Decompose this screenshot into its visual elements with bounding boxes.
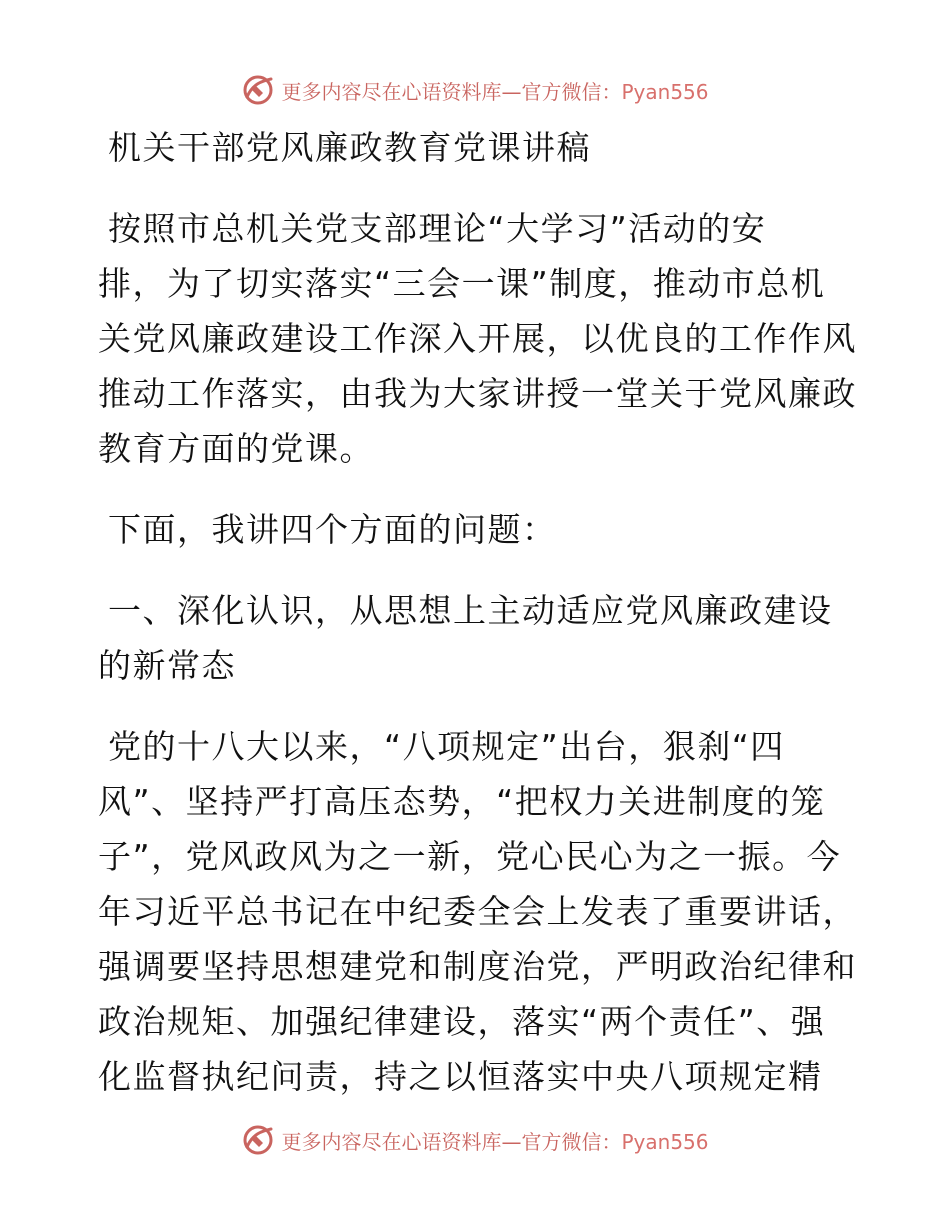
watermark-wechat-id: Pyan556	[621, 79, 709, 104]
paragraph-line: 按照市总机关党支部理论“大学习”活动的安	[108, 209, 767, 248]
red-pen-swoosh-logo-icon	[241, 73, 275, 107]
document-title: 机关干部党风廉政教育党课讲稿	[108, 128, 591, 167]
paragraph-line: 一、深化认识，从思想上主动适应党风廉政建设	[108, 591, 833, 630]
paragraph-line: 强调要坚持思想建党和制度治党，严明政治纪律和	[98, 947, 857, 986]
paragraph-line: 子”，党风政风为之一新，党心民心为之一振。今	[98, 837, 842, 876]
paragraph-line: 政治规矩、加强纪律建设，落实“两个责任”、强	[98, 1002, 826, 1041]
header-watermark	[0, 70, 950, 110]
paragraph-line: 下面，我讲四个方面的问题：	[108, 510, 557, 549]
paragraph-line: 风”、坚持严打高压态势，“把权力关进制度的笼	[98, 782, 826, 821]
watermark-text: 更多内容尽在心语资料库—官方微信：Pyan556	[281, 1129, 709, 1154]
document-body	[98, 120, 857, 1104]
watermark-wechat-id: Pyan556	[621, 1129, 709, 1154]
paragraph-line: 党的十八大以来，“八项规定”出台，狠刹“四	[108, 727, 785, 766]
footer-watermark	[0, 1120, 950, 1160]
paragraph-outline	[98, 502, 850, 557]
red-pen-swoosh-logo-icon	[241, 1123, 275, 1157]
paragraph-line: 排，为了切实落实“三会一课”制度，推动市总机	[98, 264, 826, 303]
paragraph-line: 年习近平总书记在中纪委全会上发表了重要讲话，	[98, 892, 857, 931]
section-heading-one	[98, 583, 850, 693]
paragraph-section-one-body	[98, 719, 857, 1104]
paragraph-line: 的新常态	[98, 646, 236, 685]
paragraph-line: 教育方面的党课。	[98, 429, 374, 468]
paragraph-line: 化监督执纪问责，持之以恒落实中央八项规定精	[98, 1057, 823, 1096]
paragraph-line: 关党风廉政建设工作深入开展，以优良的工作作风	[98, 319, 857, 358]
paragraph-line: 推动工作落实，由我为大家讲授一堂关于党风廉政	[98, 374, 857, 413]
watermark-text: 更多内容尽在心语资料库—官方微信：Pyan556	[281, 79, 709, 104]
paragraph-intro	[98, 201, 857, 476]
